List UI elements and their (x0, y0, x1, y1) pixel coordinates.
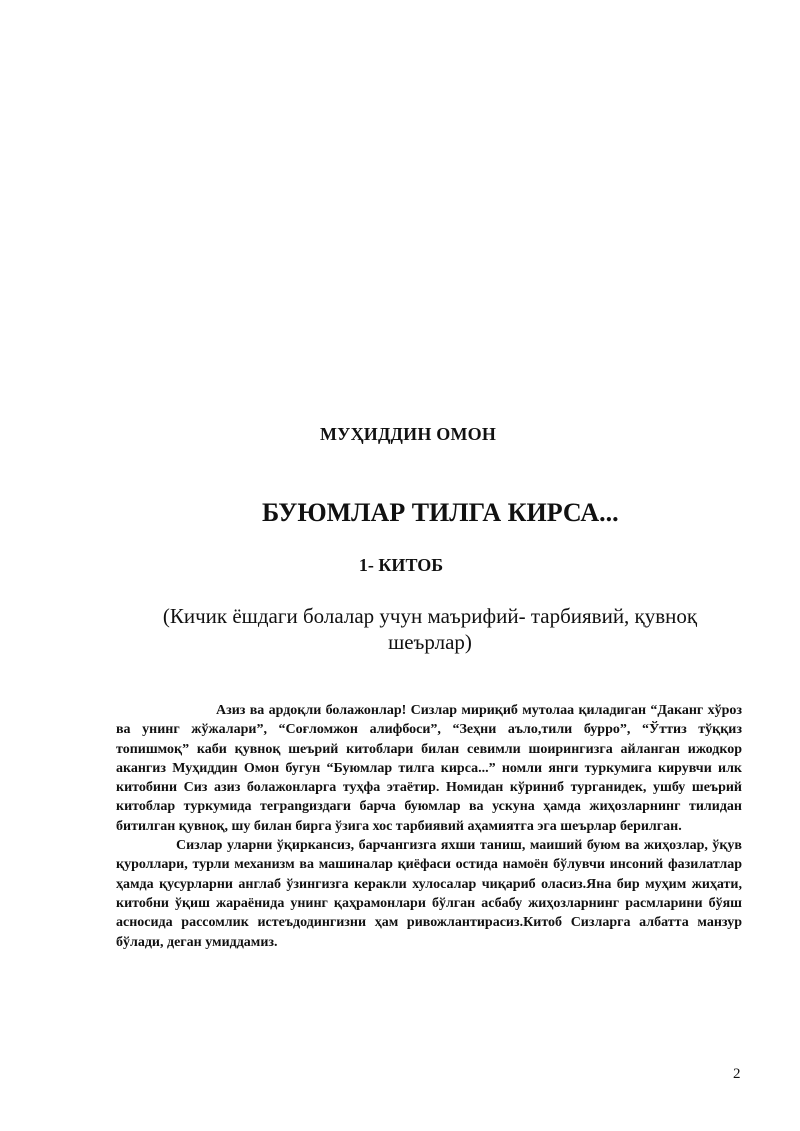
book-number: 1- КИТОБ (358, 555, 444, 575)
book-subtitle: (Кичик ёшдаги болалар учун маърифий- тарбиявий, қувноқ шеърлар) (162, 604, 698, 654)
paragraph: Азиз ва ардоқли болажонлар! Сизлар мириқиб мутолаа қиладиган “Даканг хўроз ва унинг жўжалари”, “Соғломжон алифбоси”, “Зеҳни аъло,тили бурро”, “Ўттиз тўққиз топишмоқ” каби қувноқ шеърий китоблари билан севимли шоирингизга айланган ижодкор акангиз Муҳиддин Омон бугун “Буюмлар тилга кирса...” номли янги туркумига кирувчи илк китобини Сиз азиз болажонларга туҳфа этаётир. Номидан кўриниб турганидек, ушбу шеърий китоблар туркумида теграngиздаги барча буюмлар ва ускуна ҳамда жиҳозларнинг тилидан битилган қувноқ, шу билан бирга ўзига хос тарбиявий аҳамиятга эга шеърлар берилган. (116, 703, 742, 834)
book-title: БУЮМЛАР ТИЛГА КИРСА... (262, 498, 619, 527)
page-number: 2 (733, 1066, 741, 1082)
paragraph: Сизлар уларни ўқиркансиз, барчангизга яхши таниш, маиший буюм ва жиҳозлар, ўқув қуроллари, турли механизм ва машиналар қиёфаси остида намоён бўлувчи инсоний фазилатлар ҳамда қусурларни англаб ўзингизга керакли хулосалар чиқариб оласиз.Яна бир муҳим жиҳати, китобни ўқиш жараёнида унинг қаҳрамонлари бўлган асбабу жиҳозларнинг расмларини бўяш асносида рассомлик истеъдодингизни ҳам ривожлантирасиз.Китоб Сизларга албатта манзур бўлади, деган умиддамиз. (116, 838, 742, 950)
author-name: МУҲИДДИН ОМОН (319, 424, 497, 444)
introduction-text (116, 701, 742, 952)
